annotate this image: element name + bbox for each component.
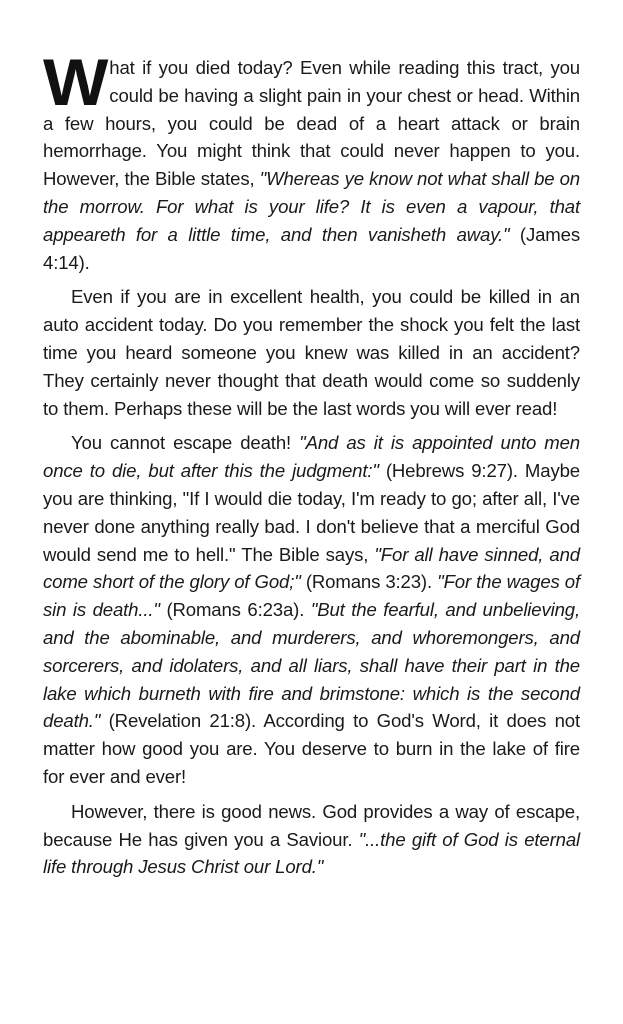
text-segment: (Revelation 21:8). According to God's Word, it does not matter how good you are. You deserve to burn in the lake of fire for ever and ever! [43, 710, 580, 787]
tract-page [43, 45, 580, 888]
scripture-reference: (James 4:14). [43, 223, 580, 273]
text-segment: (Hebrews 9:27). Maybe you are thinking, "If I would die today, I'm ready to go; after all, I've never done anything really bad. I don't believe that a merciful God would send me to hell." The Bible says, [43, 460, 580, 565]
drop-cap: W [43, 45, 107, 119]
paragraph-excellent-health [43, 283, 580, 422]
paragraph-cannot-escape-death [43, 429, 580, 790]
scripture-reference: (Romans 6:23a). [166, 599, 311, 621]
text-segment: hat if you died today? Even while reading this tract, you could be having a slight pain in your chest or head. Within a few hours, you could be dead of a heart attack or brain hemorrhage. You might think that could never happen to you. However, the Bible states, [43, 57, 580, 190]
scripture-quote: "And as it is appointed unto men once to die, but after this the judgment:" [43, 432, 580, 482]
text-segment: Even if you are in excellent health, you could be killed in an auto accident today. Do you remember the shock you felt the last time you heard someone you knew was killed in an accident? They certainly never thought that death would come so suddenly to them. Perhaps these will be the last words you will ever read! [43, 286, 580, 419]
paragraph-what-if-you-died [43, 45, 580, 276]
scripture-quote: "For all have sinned, and come short of the glory of God;" [43, 543, 580, 593]
scripture-quote: "For the wages of sin is death..." [43, 571, 580, 621]
scripture-quote: "...the gift of God is eternal life through Jesus Christ our Lord." [43, 828, 580, 878]
scripture-quote: "But the fearful, and unbelieving, and the abominable, and murderers, and whoremongers, and sorcerers, and idolaters, and all liars, shall have their part in the lake which burneth with fire and brimstone: which is the second death." [43, 599, 580, 732]
paragraph-good-news [43, 798, 580, 881]
scripture-quote: "Whereas ye know not what shall be on the morrow. For what is your life? It is even a vapour, that appeareth for a little time, and then vanisheth away." [43, 168, 580, 245]
text-segment: You cannot escape death! [71, 432, 300, 454]
scripture-reference: (Romans 3:23). [305, 571, 438, 593]
text-segment: However, there is good news. God provides a way of escape, because He has given you a Saviour. [43, 800, 580, 850]
